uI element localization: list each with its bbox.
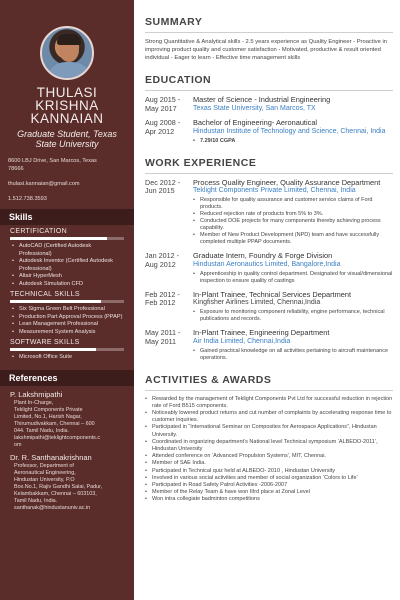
reference-line[interactable]: lakshmipathi@teklightcomponents.c bbox=[14, 434, 101, 441]
activity-item: • Rewarded by the management of Teklight Components Pvt Ltd for successful reduction in rejection rate of Ford B515 components. bbox=[145, 396, 393, 410]
entry-body bbox=[193, 252, 393, 285]
avatar bbox=[40, 26, 94, 80]
entry-bullet: • Apprenticeship in quality control department. Designated for visual/dimensional inspection to ensure quality of castings bbox=[193, 271, 393, 285]
entry-date: Dec 2012 - bbox=[145, 177, 181, 187]
experience-list bbox=[145, 179, 393, 362]
sidebar bbox=[0, 0, 134, 600]
entry-organization[interactable]: Air India Limited, Chennai,India bbox=[193, 337, 291, 345]
activity-item: • Noticeably lowered product returns and cut number of complaints by accelerating response time to customer inquiries. bbox=[145, 410, 393, 424]
entry-organization[interactable]: Hindustan Aeronautics Limited, Bangalore,India bbox=[193, 260, 341, 268]
entry-date: Feb 2012 bbox=[145, 298, 176, 307]
skill-group-title: SOFTWARE SKILLS bbox=[10, 339, 80, 346]
profile-name: THULASI KRISHNA KANNAIAN bbox=[30, 85, 104, 126]
skill-item: • Altair HyperMesh bbox=[12, 273, 124, 281]
skill-item: • Measurement System Analysis bbox=[12, 329, 124, 337]
entry-role: In-Plant Trainee, Technical Services Department bbox=[193, 289, 352, 299]
entry-bullet: • Exposure to monitoring component reliability, engine performance, technical publications and records. bbox=[193, 309, 393, 323]
entry-dates bbox=[145, 329, 193, 362]
entry-date: Aug 2008 - bbox=[145, 118, 181, 127]
reference-line: om bbox=[14, 441, 22, 448]
entry-date: Aug 2015 - bbox=[145, 95, 181, 104]
entry-bullets bbox=[193, 197, 393, 246]
entry-organization[interactable]: Texas State University, San Marcos, TX bbox=[193, 104, 316, 112]
entry-date: Feb 2012 - bbox=[145, 289, 180, 299]
skill-items bbox=[0, 303, 134, 336]
reference-details bbox=[0, 463, 134, 512]
activity-item: • Member of SAE India. bbox=[145, 460, 393, 467]
skill-group-title: TECHNICAL SKILLS bbox=[10, 291, 80, 298]
skills-heading: Skills bbox=[0, 209, 134, 225]
entry-dates bbox=[145, 179, 193, 247]
skill-item: • Lean Management Professional bbox=[12, 321, 124, 329]
address-line: 78666 bbox=[8, 166, 24, 172]
summary-text: Strong Quantitative & Analytical skills - 2.5 years experience as Quality Engineer - Proactive in improving product quality and customer satisfaction - Motivated, productive & result oriented individual - Eager to learn - Effective time management skills bbox=[145, 39, 387, 61]
activity-item: • Involved in various social activities and member of social organization ‘Colors to Life’ bbox=[145, 475, 393, 482]
activities-list bbox=[145, 396, 393, 504]
skill-level-bar bbox=[10, 348, 124, 351]
reference-line[interactable]: santhanak@hindustanuniv.ac.in bbox=[14, 504, 91, 511]
entry-bullet: • 7.29/10 CGPA bbox=[193, 138, 393, 145]
profile-header bbox=[0, 0, 134, 149]
entry-role: Master of Science - Industrial Engineering bbox=[193, 95, 331, 104]
skill-items bbox=[0, 240, 134, 288]
skill-level-fill bbox=[10, 237, 107, 240]
entry-date: Aug 2012 bbox=[145, 259, 176, 269]
skill-item: • Production Part Approval Process (PPAP) bbox=[12, 314, 124, 322]
skill-items bbox=[0, 351, 134, 362]
entry-bullets bbox=[193, 309, 393, 323]
skill-level-fill bbox=[10, 348, 96, 351]
profile-tagline: Graduate Student, Texas State University bbox=[17, 129, 117, 149]
reference-line: Teklight Components Private bbox=[14, 406, 83, 413]
activity-item: • Won intra collegiate badminton competitions bbox=[145, 496, 393, 503]
reference-line: Box.No.1, Rajiv Gandhi Salai, Padur, bbox=[14, 483, 103, 490]
entry-role: In-Plant Trainee, Engineering Department bbox=[193, 328, 330, 337]
entry-bullet: • Reduced rejection rate of products from 5% to 3%. bbox=[193, 211, 393, 218]
activities-heading: ACTIVITIES & AWARDS bbox=[145, 374, 393, 391]
entry-organization[interactable]: Hindustan Institute of Technology and Science, Chennai, India bbox=[193, 127, 386, 135]
contact-info bbox=[0, 157, 134, 203]
reference-line: 044. Tamil Nadu, India. bbox=[14, 427, 70, 434]
entry-bullet: • Gained practical knowledge on all activities pertaining to aircraft maintenance operations. bbox=[193, 348, 393, 362]
entry-dates bbox=[145, 291, 193, 324]
entry-organization[interactable]: Teklight Components Private Limited, Chennai, India bbox=[193, 187, 356, 194]
entry-date: Jun 2015 bbox=[145, 186, 175, 195]
experience-entry bbox=[145, 179, 393, 247]
reference-name: Dr. R. Santhanakrishnan bbox=[10, 452, 92, 462]
entry-bullets bbox=[193, 271, 393, 285]
reference-name: P. Lakshmipathi bbox=[10, 389, 63, 399]
activity-item: • Participated in “International Seminar on Composites for Aerospace Applications”, Hindustan University. bbox=[145, 424, 393, 438]
reference-line: Plant In-Charge, bbox=[14, 399, 54, 406]
reference-line: Hindustan University, P.O bbox=[14, 476, 75, 483]
entry-date: May 2011 - bbox=[145, 328, 181, 337]
entry-role: Graduate Intern, Foundry & Forge Division bbox=[193, 251, 333, 260]
summary-heading: SUMMARY bbox=[145, 16, 393, 33]
entry-dates bbox=[145, 119, 193, 145]
entry-body bbox=[193, 96, 393, 113]
entry-date: Apr 2012 bbox=[145, 126, 175, 136]
entry-body bbox=[193, 119, 393, 145]
entry-bullet: • Conducted DOE projects for many components thereby achieving process capability. bbox=[193, 218, 393, 232]
entry-date: Jan 2012 - bbox=[145, 251, 179, 260]
skills-list bbox=[0, 225, 134, 362]
skill-group-title: CERTIFICATION bbox=[10, 228, 67, 235]
entry-body bbox=[193, 329, 393, 362]
activity-item: • Attended conference on ‘Advanced Propulsion Systems’, MIT, Chennai. bbox=[145, 453, 393, 460]
reference-details bbox=[0, 400, 134, 449]
entry-role: Process Quality Engineer, Quality Assurance Department bbox=[193, 177, 381, 187]
skill-item: • Autodesk Simulation CFD bbox=[12, 281, 124, 289]
entry-body bbox=[193, 291, 393, 324]
entry-body bbox=[193, 179, 393, 247]
reference-line: Aeronautical Engineering, bbox=[14, 469, 76, 476]
experience-entry bbox=[145, 329, 393, 362]
education-heading: EDUCATION bbox=[145, 74, 393, 91]
skill-level-bar bbox=[10, 237, 124, 240]
reference-line: Thirumudivakkam, Chennai – 600 bbox=[14, 420, 95, 427]
entry-bullet: • Responsible for quality assurance and customer service claims of Ford products. bbox=[193, 197, 393, 211]
education-entry bbox=[145, 96, 393, 113]
skill-item: • Autodesk Inventor (Certified Autodesk Professional) bbox=[12, 258, 124, 273]
phone-number: 1.512.738.3593 bbox=[8, 196, 47, 202]
skill-item: • Six Sigma Green Belt Professional bbox=[12, 306, 124, 314]
reference-line: Professor, Department of bbox=[14, 462, 74, 469]
address-line: 8600 LBJ Drive, San Marcos, Texas bbox=[8, 158, 97, 164]
main-content bbox=[145, 0, 393, 600]
activity-item: • Member of the Relay Team & have won IIIrd place at Zonal Level bbox=[145, 489, 393, 496]
email-link[interactable]: thulasi.kannaian@gmail.com bbox=[8, 181, 80, 187]
entry-dates bbox=[145, 252, 193, 285]
education-list bbox=[145, 96, 393, 145]
summary-section bbox=[145, 16, 393, 62]
experience-heading: WORK EXPERIENCE bbox=[145, 157, 393, 174]
entry-bullets bbox=[193, 138, 393, 145]
experience-section bbox=[145, 157, 393, 362]
skill-item: • AutoCAD (Certified Autodesk Professional) bbox=[12, 243, 124, 258]
activities-section bbox=[145, 374, 393, 504]
reference-line: Kelambakkam, Chennai – 603103, bbox=[14, 490, 97, 497]
entry-bullets bbox=[193, 348, 393, 362]
reference-line: Tamil Nadu, India. bbox=[14, 497, 58, 504]
entry-organization: Kingfisher Airlines Limited, Chennai,India bbox=[193, 299, 321, 306]
references-heading: References bbox=[0, 370, 134, 386]
reference-line: Limited, No.1, Harish Nagar, bbox=[14, 413, 82, 420]
education-section bbox=[145, 74, 393, 145]
entry-date: May 2017 bbox=[145, 103, 177, 113]
skill-level-fill bbox=[10, 300, 101, 303]
education-entry bbox=[145, 119, 393, 145]
skill-level-bar bbox=[10, 300, 124, 303]
entry-role: Bachelor of Engineering- Aeronautical bbox=[193, 118, 318, 127]
activity-item: • Participated in Road Safety Patrol Activities -2006-2007 bbox=[145, 482, 393, 489]
references-list bbox=[0, 386, 134, 512]
entry-date: May 2011 bbox=[145, 336, 177, 346]
entry-bullet: • Member of New Product Development (NPD) team and have successfully completed multiple PPAP documents. bbox=[193, 232, 393, 246]
entry-dates bbox=[145, 96, 193, 113]
activity-item: • Participated in Technical quiz held at ALBEDO- 2010 , Hindustan University bbox=[145, 468, 393, 475]
experience-entry bbox=[145, 291, 393, 324]
experience-entry bbox=[145, 252, 393, 285]
skill-item: • Microsoft Office Suite bbox=[12, 354, 124, 362]
activity-item: • Coordinated in organizing department’s National level Technical symposium ‘ALBEDO-2011’, Hindustan University bbox=[145, 439, 393, 453]
